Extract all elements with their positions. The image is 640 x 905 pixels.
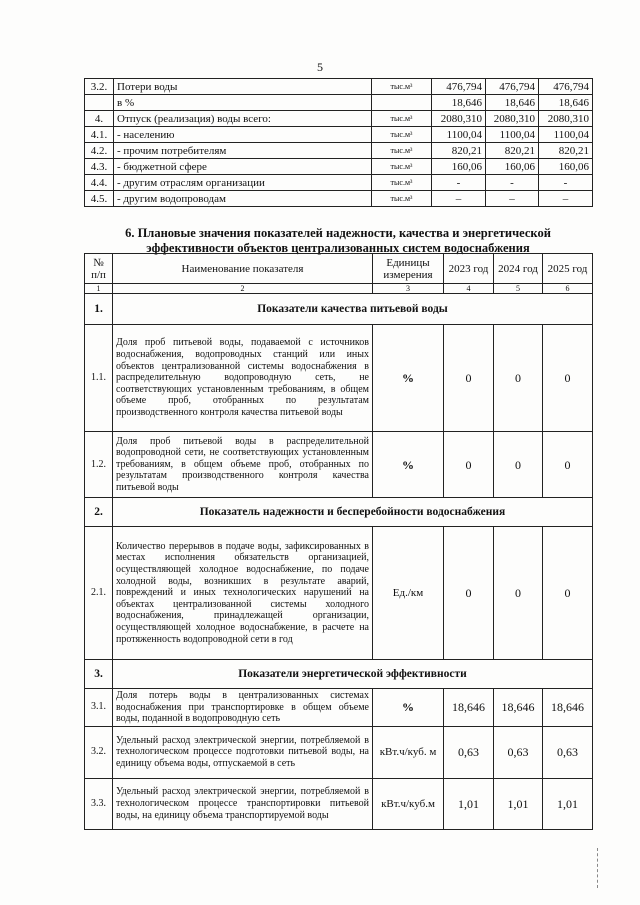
section-heading xyxy=(84,226,592,256)
indicator-row xyxy=(85,325,593,432)
row-name: - прочим потребителям xyxy=(114,143,372,159)
balance-row xyxy=(85,143,593,159)
indicator-value: 0 xyxy=(444,325,494,432)
row-number: 4.5. xyxy=(85,191,114,207)
indicator-value: 1,01 xyxy=(444,778,494,829)
balance-row xyxy=(85,79,593,95)
indicator-value: 0 xyxy=(543,325,593,432)
column-number: 4 xyxy=(444,284,494,294)
header-unit: Единицы измерения xyxy=(373,254,444,284)
section-heading-line-1: 6. Плановые значения показателей надежности, качества и энергетической xyxy=(125,226,551,240)
row-value: 160,06 xyxy=(432,159,486,175)
indicator-value: 18,646 xyxy=(444,689,494,727)
section-number: 1. xyxy=(85,294,113,325)
row-unit: тыс.м³ xyxy=(372,175,432,191)
row-name: - бюджетной сфере xyxy=(114,159,372,175)
row-number: 3.2. xyxy=(85,79,114,95)
balance-row xyxy=(85,95,593,111)
indicator-row xyxy=(85,778,593,829)
row-name: в % xyxy=(114,95,372,111)
column-number-row xyxy=(85,284,593,294)
indicator-unit: кВт.ч/куб. м xyxy=(373,726,444,778)
indicator-number: 1.1. xyxy=(85,325,113,432)
indicator-value: 0 xyxy=(494,432,543,498)
row-value: 820,21 xyxy=(432,143,486,159)
indicator-value: 0,63 xyxy=(543,726,593,778)
row-number: 4.2. xyxy=(85,143,114,159)
indicator-description: Удельный расход электрической энергии, потребляемой в технологическом процессе подготовки питьевой воды, на единицу объема воды, отпускаемой в сеть xyxy=(113,726,373,778)
indicator-unit: Ед./км xyxy=(373,527,444,660)
row-value: 2080,310 xyxy=(432,111,486,127)
row-value: – xyxy=(539,191,593,207)
row-unit: тыс.м³ xyxy=(372,127,432,143)
indicator-value: 0 xyxy=(444,432,494,498)
indicator-description: Доля проб питьевой воды, подаваемой с источников водоснабжения, водопроводных станций или иных объектов централизованной системы водоснабжения в распределительную водопроводную сеть, не соответствующих установленным требованиям, в общем объеме проб, отобранных по результатам производственного контроля качества питьевой воды xyxy=(113,325,373,432)
indicator-number: 1.2. xyxy=(85,432,113,498)
balance-row xyxy=(85,127,593,143)
indicator-description: Доля проб питьевой воды в распределительной водопроводной сети, не соответствующих установленным требованиям, в общем объеме проб, отобранных по результатам производственного контроля качества питьевой воды xyxy=(113,432,373,498)
page-number: 5 xyxy=(317,60,323,74)
indicator-unit: % xyxy=(373,432,444,498)
header-name: Наименование показателя xyxy=(113,254,373,284)
indicator-number: 3.1. xyxy=(85,689,113,727)
balance-row xyxy=(85,175,593,191)
indicator-value: 0 xyxy=(494,325,543,432)
header-no: № п/п xyxy=(85,254,113,284)
row-name: - населению xyxy=(114,127,372,143)
indicator-description: Количество перерывов в подаче воды, зафиксированных в местах исполнения обязательств организацией, осуществляющей холодное водоснабжение, по подаче холодной воды, возникших в результате аварий, повреждений и иных технологических нарушений на объектах централизованной системы холодного водоснабжения, принадлежащей организации, осуществляющей холодное водоснабжение, в расчете на протяженность водопроводной сети в год xyxy=(113,527,373,660)
balance-row xyxy=(85,159,593,175)
row-name: Отпуск (реализация) воды всего: xyxy=(114,111,372,127)
indicator-number: 2.1. xyxy=(85,527,113,660)
indicator-value: 0 xyxy=(543,527,593,660)
column-number: 3 xyxy=(373,284,444,294)
row-value: 1100,04 xyxy=(539,127,593,143)
indicator-value: 0 xyxy=(444,527,494,660)
section-title: Показатель надежности и бесперебойности водоснабжения xyxy=(113,498,593,527)
indicator-number: 3.2. xyxy=(85,726,113,778)
column-number: 2 xyxy=(113,284,373,294)
row-value: 1100,04 xyxy=(432,127,486,143)
row-value: 476,794 xyxy=(432,79,486,95)
row-name: - другим водопроводам xyxy=(114,191,372,207)
indicator-number: 3.3. xyxy=(85,778,113,829)
indicator-row xyxy=(85,432,593,498)
row-number: 4.3. xyxy=(85,159,114,175)
section-number: 2. xyxy=(85,498,113,527)
indicator-description: Доля потерь воды в централизованных системах водоснабжения при транспортировке в общем объеме воды, поданной в водопроводную сеть xyxy=(113,689,373,727)
row-unit: тыс.м³ xyxy=(372,159,432,175)
row-value: - xyxy=(486,175,539,191)
water-balance-table xyxy=(84,78,593,207)
row-unit: тыс.м³ xyxy=(372,143,432,159)
row-value: 160,06 xyxy=(486,159,539,175)
row-unit: тыс.м³ xyxy=(372,79,432,95)
row-number: 4.4. xyxy=(85,175,114,191)
row-value: 18,646 xyxy=(539,95,593,111)
row-value: – xyxy=(486,191,539,207)
indicator-value: 1,01 xyxy=(543,778,593,829)
indicators-table xyxy=(84,253,593,830)
row-value: 160,06 xyxy=(539,159,593,175)
indicator-row xyxy=(85,527,593,660)
row-value: 2080,310 xyxy=(539,111,593,127)
header-year-3: 2025 год xyxy=(543,254,593,284)
row-unit xyxy=(372,95,432,111)
section-heading-line-2: эффективности объектов централизованных систем водоснабжения xyxy=(146,241,530,255)
row-number xyxy=(85,95,114,111)
section-title: Показатели энергетической эффективности xyxy=(113,660,593,689)
balance-row xyxy=(85,191,593,207)
column-number: 1 xyxy=(85,284,113,294)
row-name: - другим отраслям организации xyxy=(114,175,372,191)
indicator-value: 1,01 xyxy=(494,778,543,829)
row-value: 2080,310 xyxy=(486,111,539,127)
column-number: 6 xyxy=(543,284,593,294)
row-value: 820,21 xyxy=(539,143,593,159)
row-value: 820,21 xyxy=(486,143,539,159)
row-value: - xyxy=(539,175,593,191)
row-unit: тыс.м³ xyxy=(372,111,432,127)
column-number: 5 xyxy=(494,284,543,294)
row-value: – xyxy=(432,191,486,207)
row-number: 4.1. xyxy=(85,127,114,143)
header-year-1: 2023 год xyxy=(444,254,494,284)
section-title: Показатели качества питьевой воды xyxy=(113,294,593,325)
indicator-value: 0,63 xyxy=(494,726,543,778)
row-number: 4. xyxy=(85,111,114,127)
indicator-row xyxy=(85,689,593,727)
balance-row xyxy=(85,111,593,127)
row-unit: тыс.м³ xyxy=(372,191,432,207)
row-value: 1100,04 xyxy=(486,127,539,143)
section-row xyxy=(85,498,593,527)
indicator-description: Удельный расход электрической энергии, потребляемой в технологическом процессе транспортировки питьевой воды, на единицу объема транспортируемой воды xyxy=(113,778,373,829)
row-value: 18,646 xyxy=(432,95,486,111)
indicator-unit: % xyxy=(373,689,444,727)
indicator-value: 18,646 xyxy=(494,689,543,727)
indicator-value: 0,63 xyxy=(444,726,494,778)
section-row xyxy=(85,660,593,689)
row-value: - xyxy=(432,175,486,191)
row-value: 18,646 xyxy=(486,95,539,111)
indicator-unit: % xyxy=(373,325,444,432)
section-row xyxy=(85,294,593,325)
section-number: 3. xyxy=(85,660,113,689)
row-value: 476,794 xyxy=(486,79,539,95)
indicator-row xyxy=(85,726,593,778)
scan-artifact xyxy=(597,848,599,888)
indicator-value: 18,646 xyxy=(543,689,593,727)
row-value: 476,794 xyxy=(539,79,593,95)
header-year-2: 2024 год xyxy=(494,254,543,284)
header-row xyxy=(85,254,593,284)
indicator-value: 0 xyxy=(543,432,593,498)
row-name: Потери воды xyxy=(114,79,372,95)
indicator-unit: кВт.ч/куб.м xyxy=(373,778,444,829)
indicator-value: 0 xyxy=(494,527,543,660)
